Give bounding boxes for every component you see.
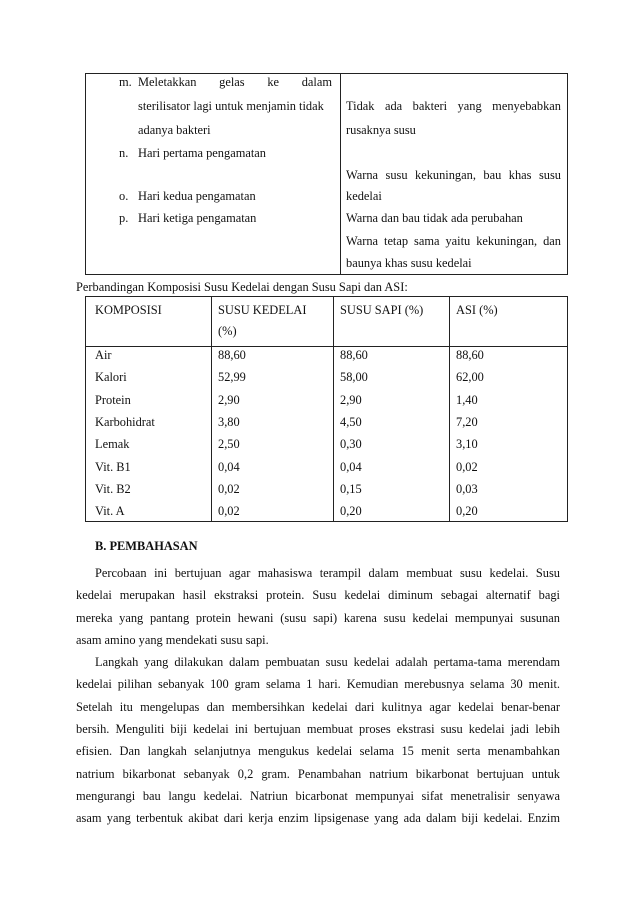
result-4-line1: Warna tetap sama yaitu kekuningan, dan bbox=[346, 234, 561, 248]
result-2-line2: kedelai bbox=[346, 189, 382, 203]
paragraph-line: mereka yang pantang protein hewani (susu sapi) karena susu kedelai mempunyai susunan bbox=[76, 610, 560, 625]
table-cell-susu-sapi: 0,30 bbox=[340, 437, 362, 452]
item-p-text: Hari ketiga pengamatan bbox=[138, 211, 257, 225]
table-cell-susu-sapi: 2,90 bbox=[340, 392, 362, 407]
result-3-line1: Warna dan bau tidak ada perubahan bbox=[346, 211, 523, 225]
table-cell-asi: 0,03 bbox=[456, 481, 478, 496]
paragraph-line: bersih. Menguliti biji kedelai ini bertujuan membuat proses ekstrasi susu kedelai jadi lebih bbox=[76, 721, 560, 736]
comparison-caption: Perbandingan Komposisi Susu Kedelai dengan Susu Sapi dan ASI: bbox=[76, 280, 408, 294]
header-asi: ASI (%) bbox=[456, 303, 498, 317]
column-divider bbox=[211, 297, 212, 521]
header-susu-kedelai-unit: (%) bbox=[218, 324, 237, 338]
item-m-line1 bbox=[138, 75, 332, 90]
item-o-marker: o. bbox=[119, 189, 129, 203]
table-cell-komposisi: Karbohidrat bbox=[95, 414, 155, 429]
table-cell-susu-sapi: 88,60 bbox=[340, 348, 368, 362]
paragraph-line: efisien. Dan langkah selanjutnya mengukus kedelai selama 15 menit serta menambahkan bbox=[76, 744, 560, 759]
table-cell-asi: 0,20 bbox=[456, 504, 478, 519]
procedure-table-divider bbox=[340, 74, 341, 274]
item-p-marker: p. bbox=[119, 211, 129, 225]
table-cell-asi: 3,10 bbox=[456, 437, 478, 452]
table-cell-susu-sapi: 0,20 bbox=[340, 504, 362, 519]
table-cell-susu-sapi: 58,00 bbox=[340, 370, 368, 385]
table-cell-komposisi: Kalori bbox=[95, 370, 127, 385]
result-1-line1: Tidak ada bakteri yang menyebabkan bbox=[346, 99, 561, 113]
item-n-text: Hari pertama pengamatan bbox=[138, 146, 266, 160]
item-m-line3: adanya bakteri bbox=[138, 123, 211, 137]
column-divider bbox=[449, 297, 450, 521]
table-cell-komposisi: Air bbox=[95, 348, 112, 362]
header-susu-sapi: SUSU SAPI (%) bbox=[340, 303, 424, 317]
paragraph-line: natrium bikarbonat sebanyak 0,2 gram. Penambahan natrium bikarbonat bertujuan untuk bbox=[76, 766, 560, 781]
table-cell-susu-kedelai: 0,02 bbox=[218, 504, 240, 519]
paragraph-line: kedelai merupakan hasil ekstraksi protein. Susu kedelai diminum sebagai alternatif bagi bbox=[76, 588, 560, 603]
table-cell-komposisi: Lemak bbox=[95, 437, 130, 452]
paragraph-line: Percobaan ini bertujuan agar mahasiswa terampil dalam membuat susu kedelai. Susu bbox=[95, 566, 560, 580]
result-4-line2: baunya khas susu kedelai bbox=[346, 256, 472, 270]
table-cell-komposisi: Vit. A bbox=[95, 504, 125, 519]
table-cell-susu-kedelai: 2,90 bbox=[218, 392, 240, 407]
item-m-line2: sterilisator lagi untuk menjamin tidak bbox=[138, 99, 324, 113]
item-m-word: gelas bbox=[219, 75, 245, 89]
table-cell-susu-kedelai: 88,60 bbox=[218, 348, 246, 362]
header-komposisi: KOMPOSISI bbox=[95, 303, 162, 317]
item-m-word: dalam bbox=[301, 75, 332, 89]
table-cell-susu-sapi: 4,50 bbox=[340, 414, 362, 429]
procedure-table bbox=[85, 73, 568, 275]
table-cell-susu-kedelai: 3,80 bbox=[218, 414, 240, 429]
column-divider bbox=[333, 297, 334, 521]
item-m-word: ke bbox=[267, 75, 280, 89]
paragraph-line: kedelai pilihan sebanyak 100 gram selama 1 hari. Kemudian merebusnya selama 30 menit. bbox=[76, 677, 560, 692]
comparison-table bbox=[85, 296, 568, 522]
result-1-line2: rusaknya susu bbox=[346, 123, 416, 137]
table-cell-susu-kedelai: 0,04 bbox=[218, 459, 240, 474]
table-cell-susu-sapi: 0,04 bbox=[340, 459, 362, 474]
table-cell-asi: 0,02 bbox=[456, 459, 478, 474]
item-n-marker: n. bbox=[119, 146, 129, 160]
table-cell-susu-kedelai: 2,50 bbox=[218, 437, 240, 452]
item-o-text: Hari kedua pengamatan bbox=[138, 189, 256, 203]
paragraph-line: Setelah itu mengelupas dan membersihkan kedelai dari kulitnya agar kedelai benar-benar bbox=[76, 699, 560, 714]
table-cell-susu-kedelai: 0,02 bbox=[218, 481, 240, 496]
result-2-line1: Warna susu kekuningan, bau khas susu bbox=[346, 168, 561, 182]
section-heading: B. PEMBAHASAN bbox=[95, 539, 198, 553]
item-m-word: Meletakkan bbox=[138, 75, 197, 89]
item-m-marker: m. bbox=[119, 75, 132, 89]
table-cell-asi: 7,20 bbox=[456, 414, 478, 429]
table-cell-susu-sapi: 0,15 bbox=[340, 481, 362, 496]
table-cell-asi: 88,60 bbox=[456, 348, 484, 362]
table-cell-komposisi: Vit. B2 bbox=[95, 481, 131, 496]
table-cell-komposisi: Protein bbox=[95, 392, 131, 407]
paragraph-line: asam yang terbentuk akibat dari kerja enzim lipsigenase yang ada dalam biji kedelai. Enzim bbox=[76, 811, 560, 826]
table-cell-asi: 1,40 bbox=[456, 392, 478, 407]
table-cell-asi: 62,00 bbox=[456, 370, 484, 385]
paragraph-line: asam amino yang mendekati susu sapi. bbox=[76, 632, 269, 647]
table-cell-komposisi: Vit. B1 bbox=[95, 459, 131, 474]
paragraph-line: mengurangi bau langu kedelai. Natriun bicarbonat mempunyai sifat menetralisir senyawa bbox=[76, 788, 560, 803]
header-divider bbox=[86, 346, 567, 347]
header-susu-kedelai: SUSU KEDELAI bbox=[218, 303, 307, 317]
table-cell-susu-kedelai: 52,99 bbox=[218, 370, 246, 385]
paragraph-line: Langkah yang dilakukan dalam pembuatan susu kedelai adalah pertama-tama merendam bbox=[95, 655, 560, 669]
